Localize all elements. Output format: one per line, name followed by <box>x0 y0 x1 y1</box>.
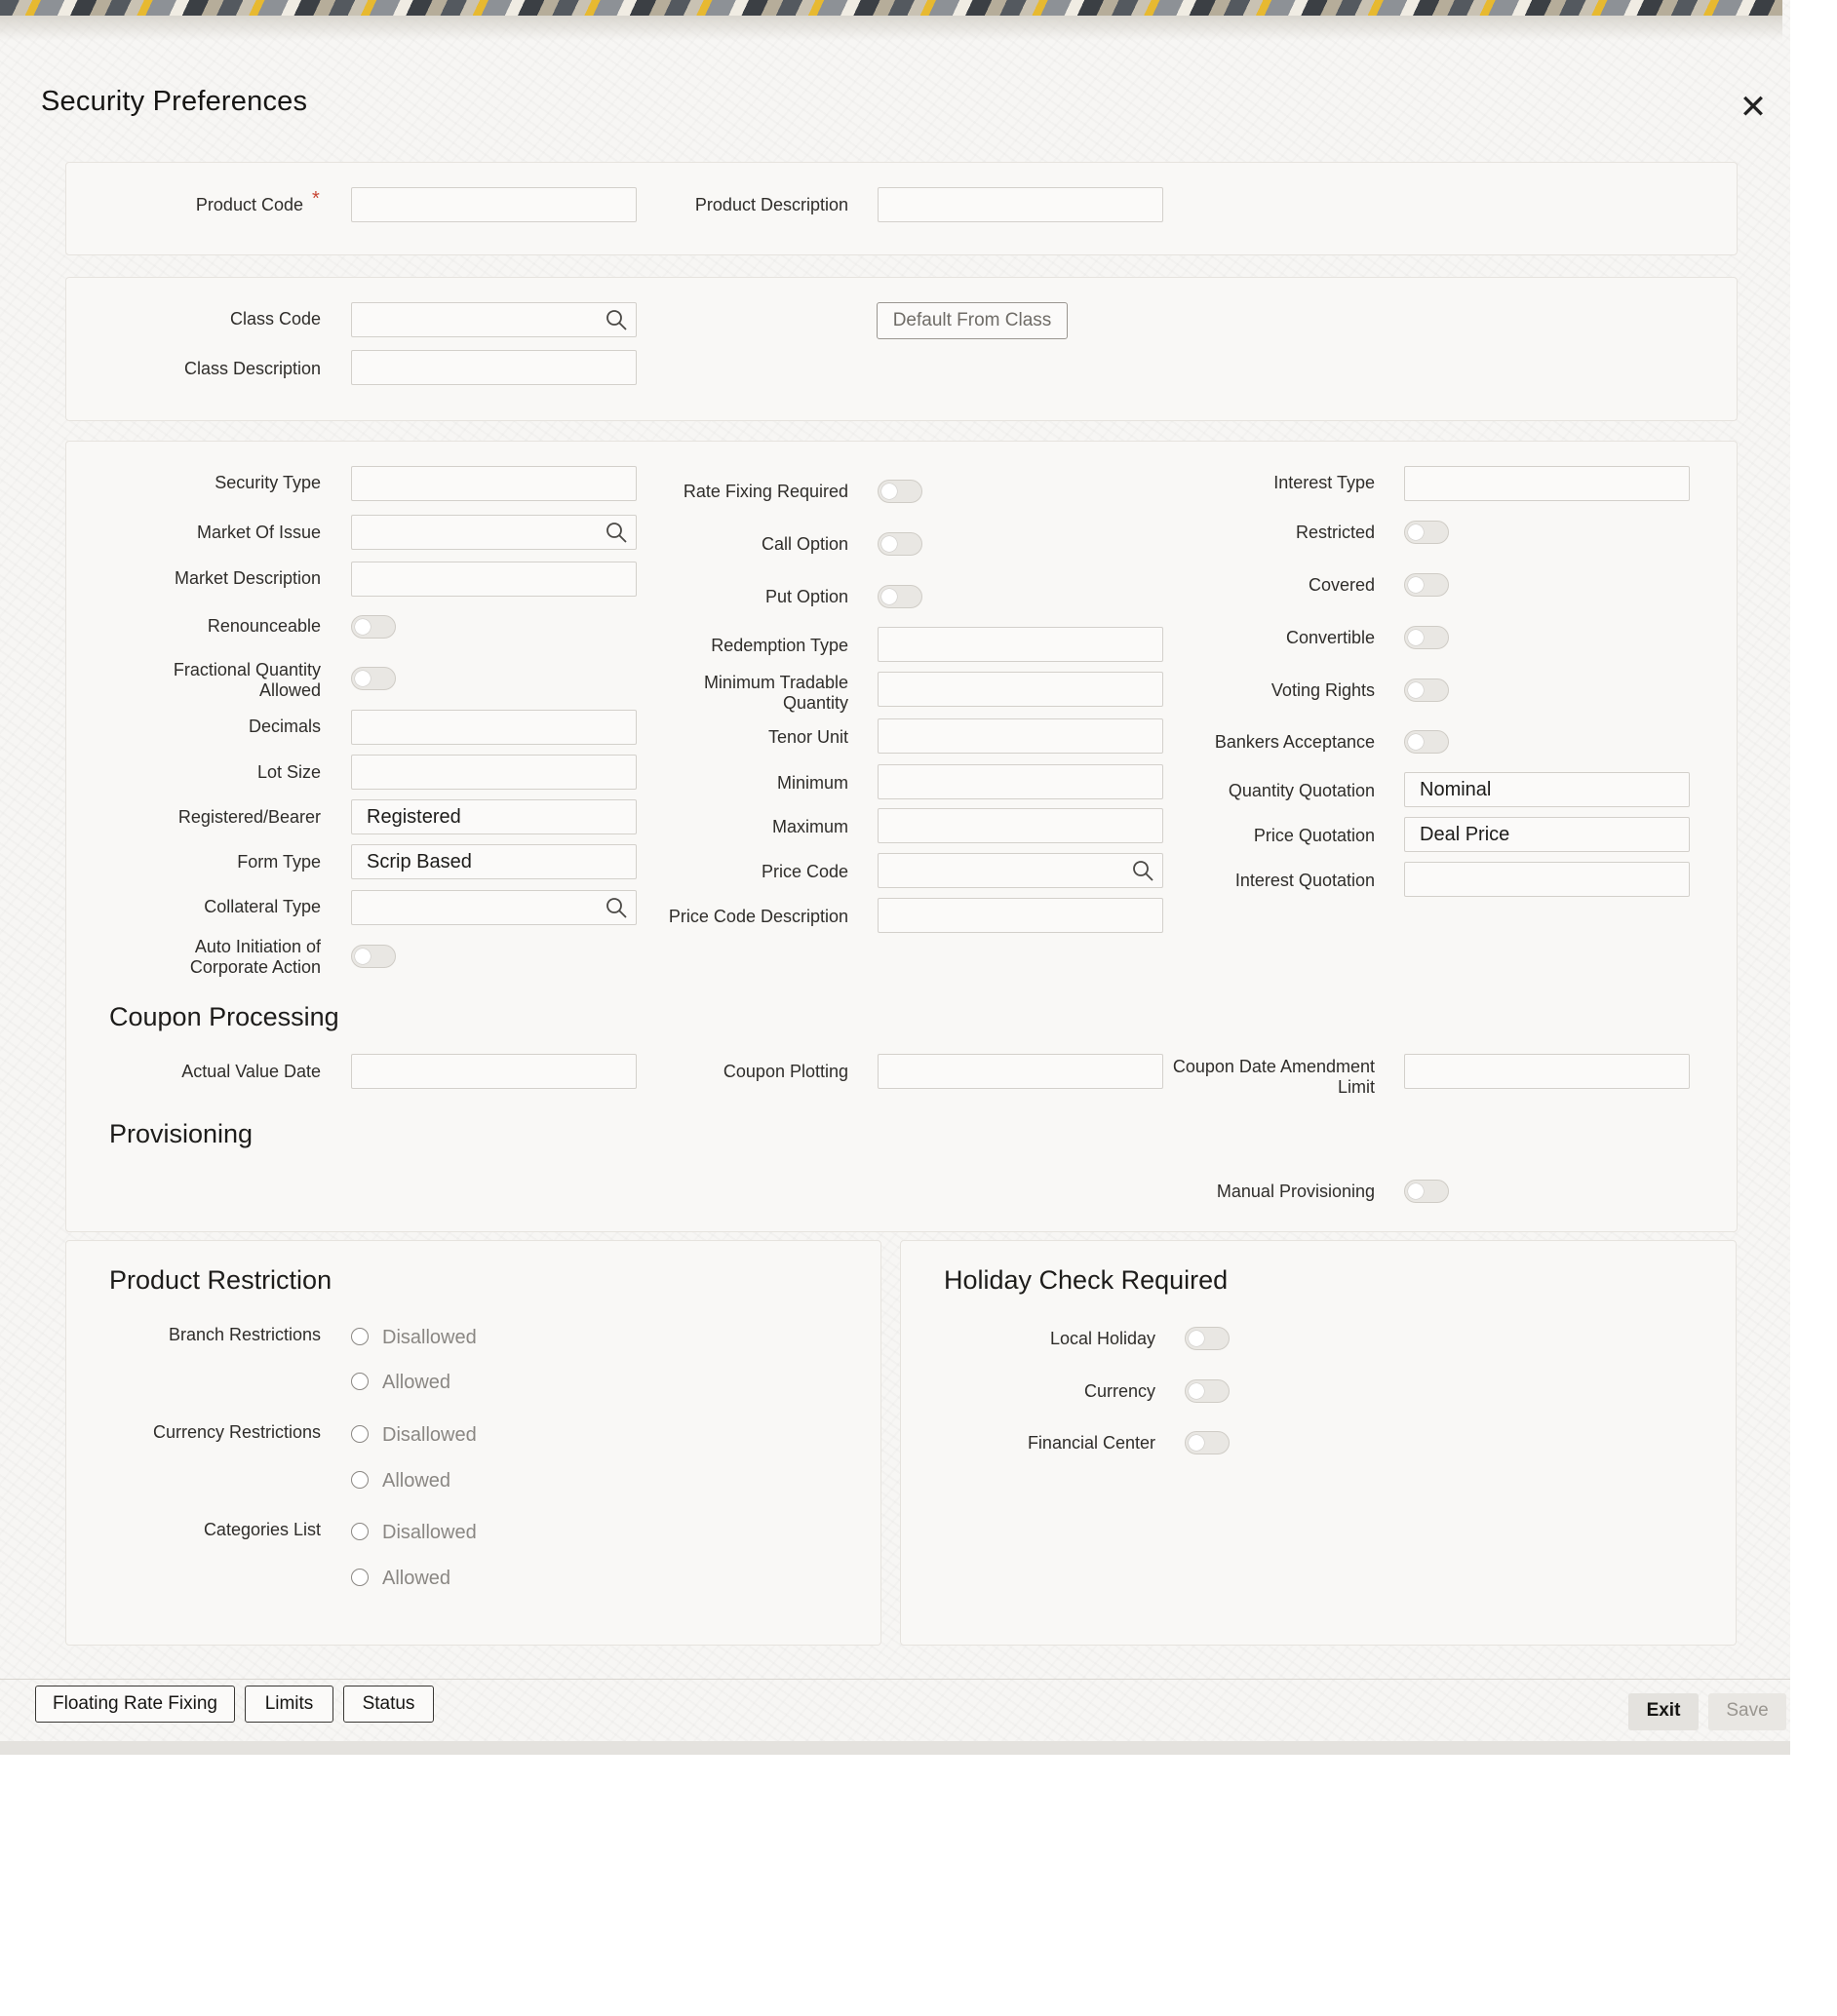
radio-circle <box>351 1471 369 1489</box>
tenor-unit-label: Tenor Unit <box>767 727 848 747</box>
renounceable-toggle[interactable] <box>351 615 396 639</box>
radio-circle <box>351 1328 369 1345</box>
actual-value-date-label: Actual Value Date <box>181 1062 321 1081</box>
radio-circle <box>351 1373 369 1390</box>
local-holiday-label: Local Holiday <box>1049 1329 1155 1348</box>
exit-button[interactable]: Exit <box>1628 1693 1699 1730</box>
header-banner <box>0 0 1782 16</box>
interest-quotation-input[interactable] <box>1404 862 1690 897</box>
minimum-tradable-quantity-input[interactable] <box>878 672 1163 707</box>
tenor-unit-input[interactable] <box>878 718 1163 754</box>
market-description-input[interactable] <box>351 562 637 597</box>
decimals-input[interactable] <box>351 710 637 745</box>
manual-provisioning-label: Manual Provisioning <box>1216 1182 1375 1201</box>
coupon-processing-title: Coupon Processing <box>109 1002 339 1031</box>
rate-fixing-required-label: Rate Fixing Required <box>683 482 848 501</box>
restricted-label: Restricted <box>1295 523 1375 542</box>
categories-disallowed-radio[interactable] <box>351 1520 477 1545</box>
renounceable-label: Renounceable <box>207 616 321 636</box>
bankers-acceptance-label: Bankers Acceptance <box>1214 732 1375 752</box>
footer-strip <box>0 1741 1790 1755</box>
financial-center-toggle[interactable] <box>1185 1431 1230 1454</box>
lot-size-label: Lot Size <box>256 762 321 782</box>
currency-holiday-toggle[interactable] <box>1185 1379 1230 1403</box>
provisioning-title: Provisioning <box>109 1119 254 1148</box>
minimum-tradable-quantity-label-2: Quantity <box>782 693 848 713</box>
manual-provisioning-toggle[interactable] <box>1404 1180 1449 1203</box>
radio-circle <box>351 1569 369 1586</box>
price-quotation-select[interactable]: Deal Price <box>1404 817 1690 852</box>
holiday-check-title: Holiday Check Required <box>944 1265 1229 1295</box>
radio-circle <box>351 1425 369 1443</box>
fractional-quantity-toggle[interactable] <box>351 667 396 690</box>
interest-type-label: Interest Type <box>1273 473 1375 492</box>
required-mark: * <box>312 188 320 210</box>
branch-disallowed-text: Disallowed <box>382 1327 477 1348</box>
class-description-label: Class Description <box>183 359 321 378</box>
branch-allowed-text: Allowed <box>382 1372 451 1393</box>
currency-holiday-label: Currency <box>1083 1381 1155 1401</box>
call-option-toggle[interactable] <box>878 532 922 556</box>
fractional-quantity-label: Fractional Quantity <box>173 660 321 679</box>
security-type-label: Security Type <box>215 473 321 492</box>
close-icon[interactable]: ✕ <box>1739 89 1768 126</box>
market-of-issue-input[interactable] <box>351 515 637 550</box>
radio-circle <box>351 1523 369 1540</box>
class-panel <box>65 277 1738 421</box>
financial-center-label: Financial Center <box>1027 1433 1155 1453</box>
put-option-label: Put Option <box>764 587 848 606</box>
coupon-plotting-label: Coupon Plotting <box>723 1062 848 1081</box>
class-code-input[interactable] <box>351 302 637 337</box>
rate-fixing-required-toggle[interactable] <box>878 480 922 503</box>
coupon-plotting-input[interactable] <box>878 1054 1163 1089</box>
currency-allowed-text: Allowed <box>382 1470 451 1492</box>
redemption-type-label: Redemption Type <box>711 636 848 655</box>
product-code-label-text: Product Code <box>195 195 303 214</box>
product-description-label: Product Description <box>694 195 848 214</box>
price-code-label: Price Code <box>761 862 848 881</box>
categories-list-label: Categories List <box>203 1520 321 1539</box>
market-of-issue-label: Market Of Issue <box>196 523 321 542</box>
limits-button[interactable]: Limits <box>245 1686 333 1723</box>
auto-initiation-toggle[interactable] <box>351 945 396 968</box>
class-description-input[interactable] <box>351 350 637 385</box>
interest-type-input[interactable] <box>1404 466 1690 501</box>
footer-divider <box>0 1679 1790 1680</box>
currency-disallowed-radio[interactable] <box>351 1422 477 1448</box>
coupon-date-amendment-input[interactable] <box>1404 1054 1690 1089</box>
market-description-label: Market Description <box>174 568 321 588</box>
categories-allowed-radio[interactable] <box>351 1566 450 1591</box>
search-icon[interactable] <box>605 308 628 331</box>
product-restriction-title: Product Restriction <box>109 1265 332 1295</box>
bankers-acceptance-toggle[interactable] <box>1404 730 1449 754</box>
form-type-label: Form Type <box>237 852 321 872</box>
registered-bearer-label: Registered/Bearer <box>177 807 321 827</box>
actual-value-date-input[interactable] <box>351 1054 637 1089</box>
form-type-select[interactable]: Scrip Based <box>351 844 637 879</box>
minimum-label: Minimum <box>776 773 848 793</box>
convertible-label: Convertible <box>1285 628 1375 647</box>
call-option-label: Call Option <box>761 534 848 554</box>
product-code-input[interactable] <box>351 187 637 222</box>
price-quotation-label: Price Quotation <box>1253 826 1375 845</box>
fractional-quantity-label-2: Allowed <box>258 680 321 700</box>
quantity-quotation-label: Quantity Quotation <box>1228 781 1375 800</box>
local-holiday-toggle[interactable] <box>1185 1327 1230 1350</box>
coupon-date-amendment-label: Coupon Date Amendment <box>1172 1057 1375 1076</box>
decimals-label: Decimals <box>248 717 321 736</box>
currency-allowed-radio[interactable] <box>351 1468 450 1493</box>
currency-disallowed-text: Disallowed <box>382 1424 477 1446</box>
minimum-tradable-quantity-label: Minimum Tradable <box>703 673 848 692</box>
maximum-input[interactable] <box>878 808 1163 843</box>
lot-size-input[interactable] <box>351 755 637 790</box>
product-description-input[interactable] <box>878 187 1163 222</box>
class-code-label: Class Code <box>229 309 321 329</box>
price-code-description-input[interactable] <box>878 898 1163 933</box>
voting-rights-label: Voting Rights <box>1270 680 1375 700</box>
product-code-label <box>50 195 303 215</box>
branch-allowed-radio[interactable] <box>351 1370 450 1395</box>
save-button[interactable]: Save <box>1708 1693 1786 1730</box>
covered-toggle[interactable] <box>1404 573 1449 597</box>
header-banner-fade <box>0 16 1782 41</box>
voting-rights-toggle[interactable] <box>1404 678 1449 702</box>
currency-restrictions-label: Currency Restrictions <box>152 1422 321 1442</box>
default-from-class-button[interactable]: Default From Class <box>877 302 1068 339</box>
auto-initiation-label: Auto Initiation of <box>194 937 321 956</box>
floating-rate-fixing-button[interactable]: Floating Rate Fixing <box>35 1686 235 1723</box>
branch-disallowed-radio[interactable] <box>351 1325 477 1350</box>
price-code-description-label: Price Code Description <box>668 907 848 926</box>
registered-bearer-select[interactable]: Registered <box>351 799 637 834</box>
collateral-type-input[interactable] <box>351 890 637 925</box>
branch-restrictions-label: Branch Restrictions <box>168 1325 321 1344</box>
restricted-toggle[interactable] <box>1404 521 1449 544</box>
maximum-label: Maximum <box>771 817 848 836</box>
quantity-quotation-select[interactable]: Nominal <box>1404 772 1690 807</box>
coupon-date-amendment-label-2: Limit <box>1337 1077 1375 1097</box>
search-icon[interactable] <box>1131 859 1154 882</box>
auto-initiation-label-2: Corporate Action <box>189 957 321 977</box>
covered-label: Covered <box>1308 575 1375 595</box>
minimum-input[interactable] <box>878 764 1163 799</box>
page-title: Security Preferences <box>41 86 308 117</box>
price-code-input[interactable] <box>878 853 1163 888</box>
interest-quotation-label: Interest Quotation <box>1234 871 1375 890</box>
categories-allowed-text: Allowed <box>382 1568 451 1589</box>
categories-disallowed-text: Disallowed <box>382 1522 477 1543</box>
security-type-input[interactable] <box>351 466 637 501</box>
put-option-toggle[interactable] <box>878 585 922 608</box>
status-button[interactable]: Status <box>343 1686 434 1723</box>
collateral-type-label: Collateral Type <box>204 897 321 916</box>
convertible-toggle[interactable] <box>1404 626 1449 649</box>
redemption-type-input[interactable] <box>878 627 1163 662</box>
